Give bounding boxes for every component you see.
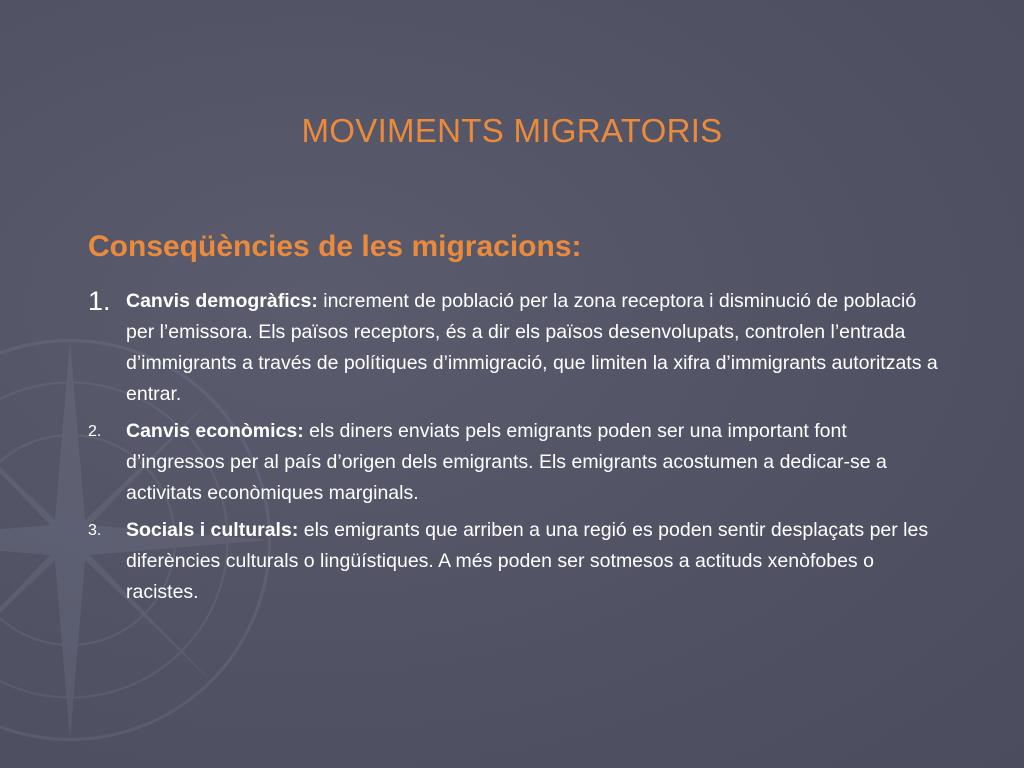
list-item-text <box>126 286 948 410</box>
list-item-number: 1. <box>88 286 111 316</box>
list-item-number: 2. <box>88 423 102 440</box>
list-item-text <box>126 416 948 509</box>
list-item-heading: Canvis econòmics: <box>126 420 304 442</box>
list-item <box>88 286 948 410</box>
list-item-body: els emigrants que arriben a una regió es poden sentir desplaçats per les diferències culturals o lingüístiques. A més poden ser sotmesos a actituds xenòfobes o racistes. <box>126 519 929 603</box>
slide-title: MOVIMENTS MIGRATORIS <box>301 112 723 149</box>
slide-subtitle: Conseqüències de les migracions: <box>88 230 582 263</box>
list-item <box>88 515 948 608</box>
list-item-body: increment de població per la zona receptora i disminució de població per l’emissora. Els països receptors, és a dir els països desenvolupats, controlen l’entrada d’immigrants a través de polítiques d’immigració, que limiten la xifra d’immigrants autoritzats a entrar. <box>126 290 938 405</box>
list-item-heading: Socials i culturals: <box>126 519 299 541</box>
list-item-text <box>126 515 948 608</box>
consequences-list <box>88 286 948 614</box>
list-item-number: 3. <box>88 522 102 539</box>
list-item-body: els diners enviats pels emigrants poden ser una important font d’ingressos per al país d’origen dels emigrants. Els emigrants acostumen a dedicar-se a activitats econòmiques marginals. <box>126 420 887 504</box>
list-item <box>88 416 948 509</box>
list-item-heading: Canvis demogràfics: <box>126 290 318 312</box>
